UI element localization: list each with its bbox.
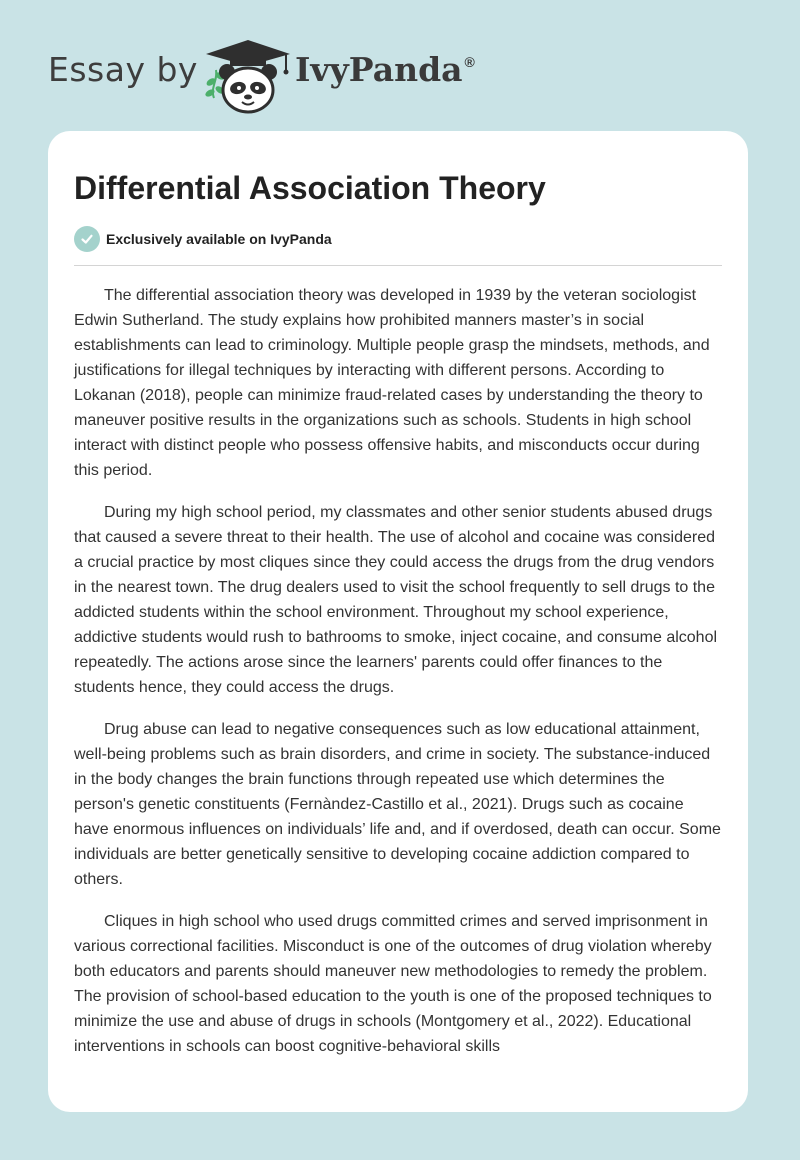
essay-body bbox=[74, 283, 722, 1059]
panda-graduation-cap-icon bbox=[202, 36, 294, 116]
brand-header bbox=[48, 28, 508, 118]
page-title: Differential Association Theory bbox=[74, 170, 546, 206]
exclusive-badge-text: Exclusively available on IvyPanda bbox=[106, 231, 332, 247]
paragraph-1: The differential association theory was developed in 1939 by the veteran sociologist Edwin Sutherland. The study explains how prohibited manners master’s in social establishments can lead to criminology. Multiple people grasp the mindsets, methods, and justifications for illegal techniques by interacting with different persons. According to Lokanan (2018), people can minimize fraud-related cases by understanding the theory to maneuver positive results in the organizations such as schools. Students in high school interact with distinct people who possess offensive habits, and misconducts occur during this period. bbox=[74, 287, 710, 479]
paragraph-3: Drug abuse can lead to negative consequences such as low educational attainment, well-being problems such as brain disorders, and crime in society. The substance-induced in the body changes the brain functions through repeated use which determines the person's genetic constituents (Fernàndez-Castillo et al., 2021). Drugs such as cocaine have enormous influences on individuals’ life and, and if overdosed, death can occur. Some individuals are better genetically sensitive to developing cocaine addiction compared to others. bbox=[74, 721, 721, 888]
brand-prefix: Essay by bbox=[48, 50, 198, 89]
essay-card bbox=[48, 131, 748, 1112]
divider bbox=[74, 265, 722, 266]
exclusive-badge bbox=[74, 226, 722, 252]
brand-name: IvyPanda ® bbox=[295, 50, 475, 89]
paragraph-2: During my high school period, my classmates and other senior students abused drugs that caused a severe threat to their health. The use of alcohol and cocaine was considered a crucial practice by most cliques since they could access the drugs from the drug vendors in the nearest town. The drug dealers used to visit the school frequently to sell drugs to the addicted students within the school environment. Throughout my school experience, addictive students would rush to bathrooms to smoke, inject cocaine, and consume alcohol repeatedly. The actions arose since the learners' parents could offer finances to the students hence, they could access the drugs. bbox=[74, 504, 718, 696]
registered-mark: ® bbox=[464, 54, 475, 70]
check-circle-icon bbox=[74, 226, 100, 252]
paragraph-4: Cliques in high school who used drugs committed crimes and served imprisonment in various correctional facilities. Misconduct is one of the outcomes of drug violation whereby both educators and parents should maneuver new methodologies to remedy the problem. The provision of school-based education to the youth is one of the proposed techniques to minimize the use and abuse of drugs in schools (Montgomery et al., 2022). Educational interventions in schools can boost cognitive-behavioral skills bbox=[74, 913, 712, 1055]
